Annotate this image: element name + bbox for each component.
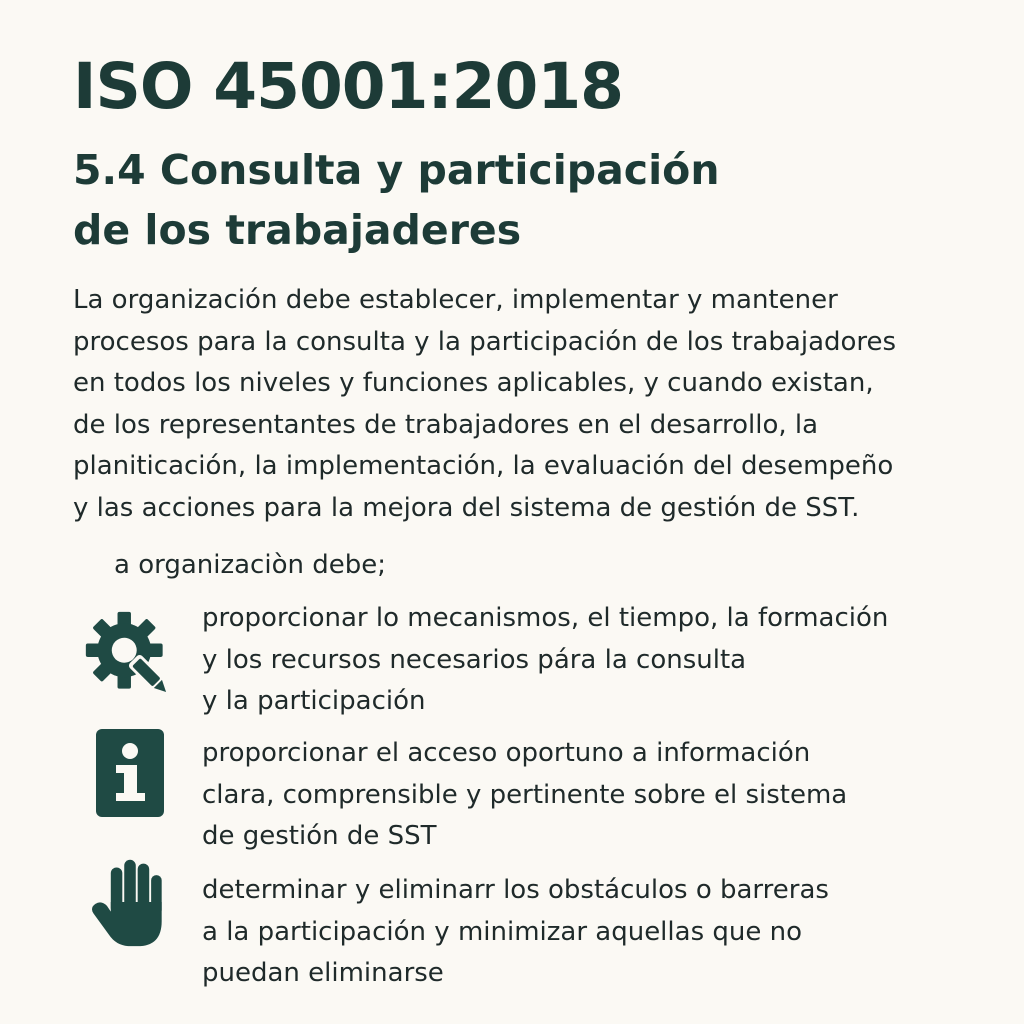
list-item-line: de gestión de SST xyxy=(202,821,437,851)
list-lead-text: a organizaciòn debe; xyxy=(114,550,386,580)
list-item-line: clara, comprensible y pertinente sobre el sistema xyxy=(202,779,848,810)
list-item-line: proporcionar el acceso oportuno a información xyxy=(202,738,811,768)
intro-line: de los representantes de trabajadores en el desarrollo, la xyxy=(73,409,819,440)
list-item-line: a la participación y minimizar aquellas que no xyxy=(202,916,803,947)
intro-line: y las acciones para la mejora del sistema de gestión de SST. xyxy=(73,492,860,523)
intro-line: en todos los niveles y funciones aplicables, y cuando existan, xyxy=(73,368,874,399)
info-icon xyxy=(90,729,170,819)
intro-line: La organización debe establecer, implementar y mantener xyxy=(73,285,838,315)
intro-line: planiticación, la implementación, la evaluación del desempeño xyxy=(73,451,894,482)
hand-icon xyxy=(82,854,178,950)
list-item-line: determinar y eliminarr los obstáculos o barreras xyxy=(202,875,829,905)
list-item-line: proporcionar lo mecanismos, el tiempo, la formación xyxy=(202,603,889,633)
intro-line: procesos para la consulta y la participación de los trabajadores xyxy=(73,326,897,357)
list-item-text xyxy=(202,870,829,995)
intro-paragraph xyxy=(73,280,1013,530)
list-item-text xyxy=(202,598,888,723)
list-item-line: y los recursos necesarios pára la consulta xyxy=(202,644,747,675)
section-heading xyxy=(73,140,720,260)
gear-pencil-icon xyxy=(82,608,178,704)
section-heading-line: 5.4 Consulta y participación xyxy=(73,146,720,194)
list-item-line: puedan eliminarse xyxy=(202,958,444,988)
list-item-text xyxy=(202,733,847,858)
document-title: ISO 45001:2018 xyxy=(73,50,624,123)
section-heading-line: de los trabajaderes xyxy=(73,206,522,254)
list-item-line: y la participación xyxy=(202,686,426,716)
